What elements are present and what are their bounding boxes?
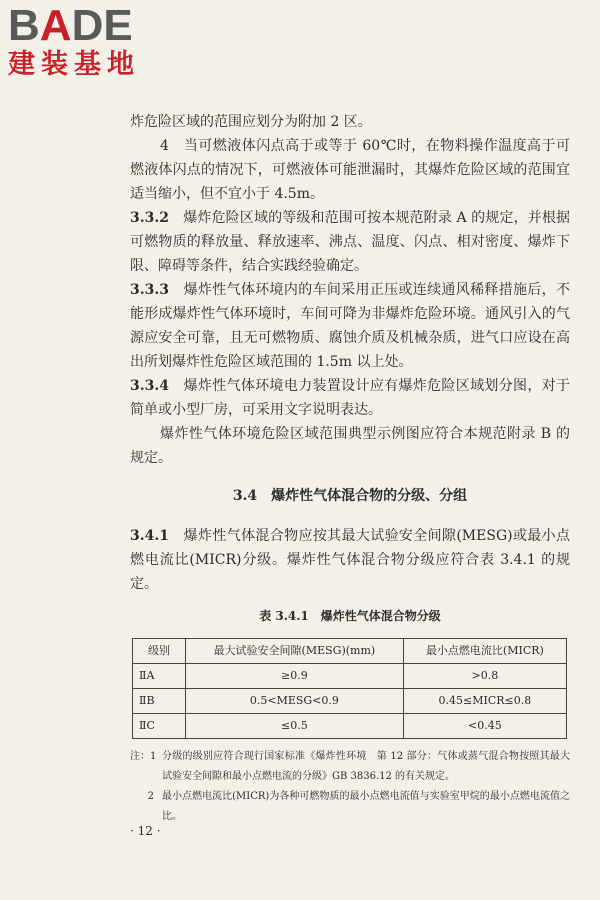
note-label: 注：1	[130, 751, 157, 762]
clause-number: 3.3.4	[130, 378, 169, 394]
table-cell: ⅡA	[133, 664, 186, 689]
clause-number: 3.3.3	[130, 282, 169, 298]
table-cell: ⅡB	[133, 689, 186, 714]
table-cell: ⅡC	[133, 714, 186, 739]
clause-text: 爆炸危险区域的等级和范围可按本规范附录 A 的规定，并根据可燃物质的释放量、释放速率、沸点、温度、闪点、相对密度、爆炸下限、障碍等条件，结合实践经验确定。	[130, 210, 570, 274]
logo-tagline: 建装基地	[8, 49, 140, 80]
section-title: 3.4 爆炸性气体混合物的分级、分组	[232, 488, 468, 504]
table-row	[133, 689, 567, 714]
table-cell: 0.45≤MICR≤0.8	[403, 689, 566, 714]
table-cell: >0.8	[403, 664, 566, 689]
logo-wordmark: BADE	[8, 1, 133, 50]
table-header-row	[133, 639, 567, 664]
table-header-cell: 级别	[133, 639, 186, 664]
clause-3-3-2	[130, 206, 570, 278]
note-1	[130, 747, 570, 787]
clause-number: 3.3.2	[130, 210, 169, 226]
paragraph-continued: 炸危险区域的范围应划分为附加 2 区。	[130, 114, 372, 130]
paragraph-item-4: 4 当可燃液体闪点高于或等于 60℃时，在物料操作温度高于可燃液体闪点的情况下，可燃液体可能泄漏时，其爆炸危险区域的范围宜适当缩小，但不宜小于 4.5m。	[130, 138, 570, 202]
document-body	[130, 110, 570, 827]
table-title: 表 3.4.1 爆炸性气体混合物分级	[259, 609, 441, 623]
classification-table	[132, 638, 567, 739]
clause-3-3-4	[130, 374, 570, 422]
clause-3-3-3	[130, 278, 570, 374]
clause-3-4-1	[130, 524, 570, 596]
paragraph-appendix-b: 爆炸性气体环境危险区域范围典型示例图应符合本规范附录 B 的规定。	[130, 426, 570, 466]
table-cell: ≤0.5	[186, 714, 404, 739]
table-cell: 0.5<MESG<0.9	[186, 689, 404, 714]
clause-text: 爆炸性气体环境内的车间采用正压或连续通风稀释措施后，不能形成爆炸性气体环境时，车间可降为非爆炸危险环境。通风引入的气源应安全可靠，且无可燃物质、腐蚀介质及机械杂质，进气口应设在高出所划爆炸性危险区域范围的 1.5m 以上处。	[130, 282, 570, 370]
clause-number: 3.4.1	[130, 528, 169, 544]
table-header-cell: 最小点燃电流比(MICR)	[403, 639, 566, 664]
table-row	[133, 664, 567, 689]
table-notes	[130, 747, 570, 827]
clause-text: 爆炸性气体环境电力装置设计应有爆炸危险区域划分图，对于简单或小型厂房，可采用文字说明表达。	[130, 378, 570, 418]
table-cell: <0.45	[403, 714, 566, 739]
page-number: · 12 ·	[130, 824, 161, 838]
table-cell: ≥0.9	[186, 664, 404, 689]
note-label: 2	[147, 791, 154, 802]
brand-logo	[8, 1, 188, 82]
table-header-cell: 最大试验安全间隙(MESG)(mm)	[186, 639, 404, 664]
table-row	[133, 714, 567, 739]
note-2	[130, 787, 570, 827]
note-text: 分级的级别应符合现行国家标准《爆炸性环境 第 12 部分：气体或蒸气混合物按照其最大试验安全间隙和最小点燃电流的分级》GB 3836.12 的有关规定。	[162, 751, 570, 782]
clause-text: 爆炸性气体混合物应按其最大试验安全间隙(MESG)或最小点燃电流比(MICR)分级。爆炸性气体混合物分级应符合表 3.4.1 的规定。	[130, 528, 570, 592]
note-text: 最小点燃电流比(MICR)为各种可燃物质的最小点燃电流值与实验室甲烷的最小点燃电流值之比。	[162, 791, 570, 822]
